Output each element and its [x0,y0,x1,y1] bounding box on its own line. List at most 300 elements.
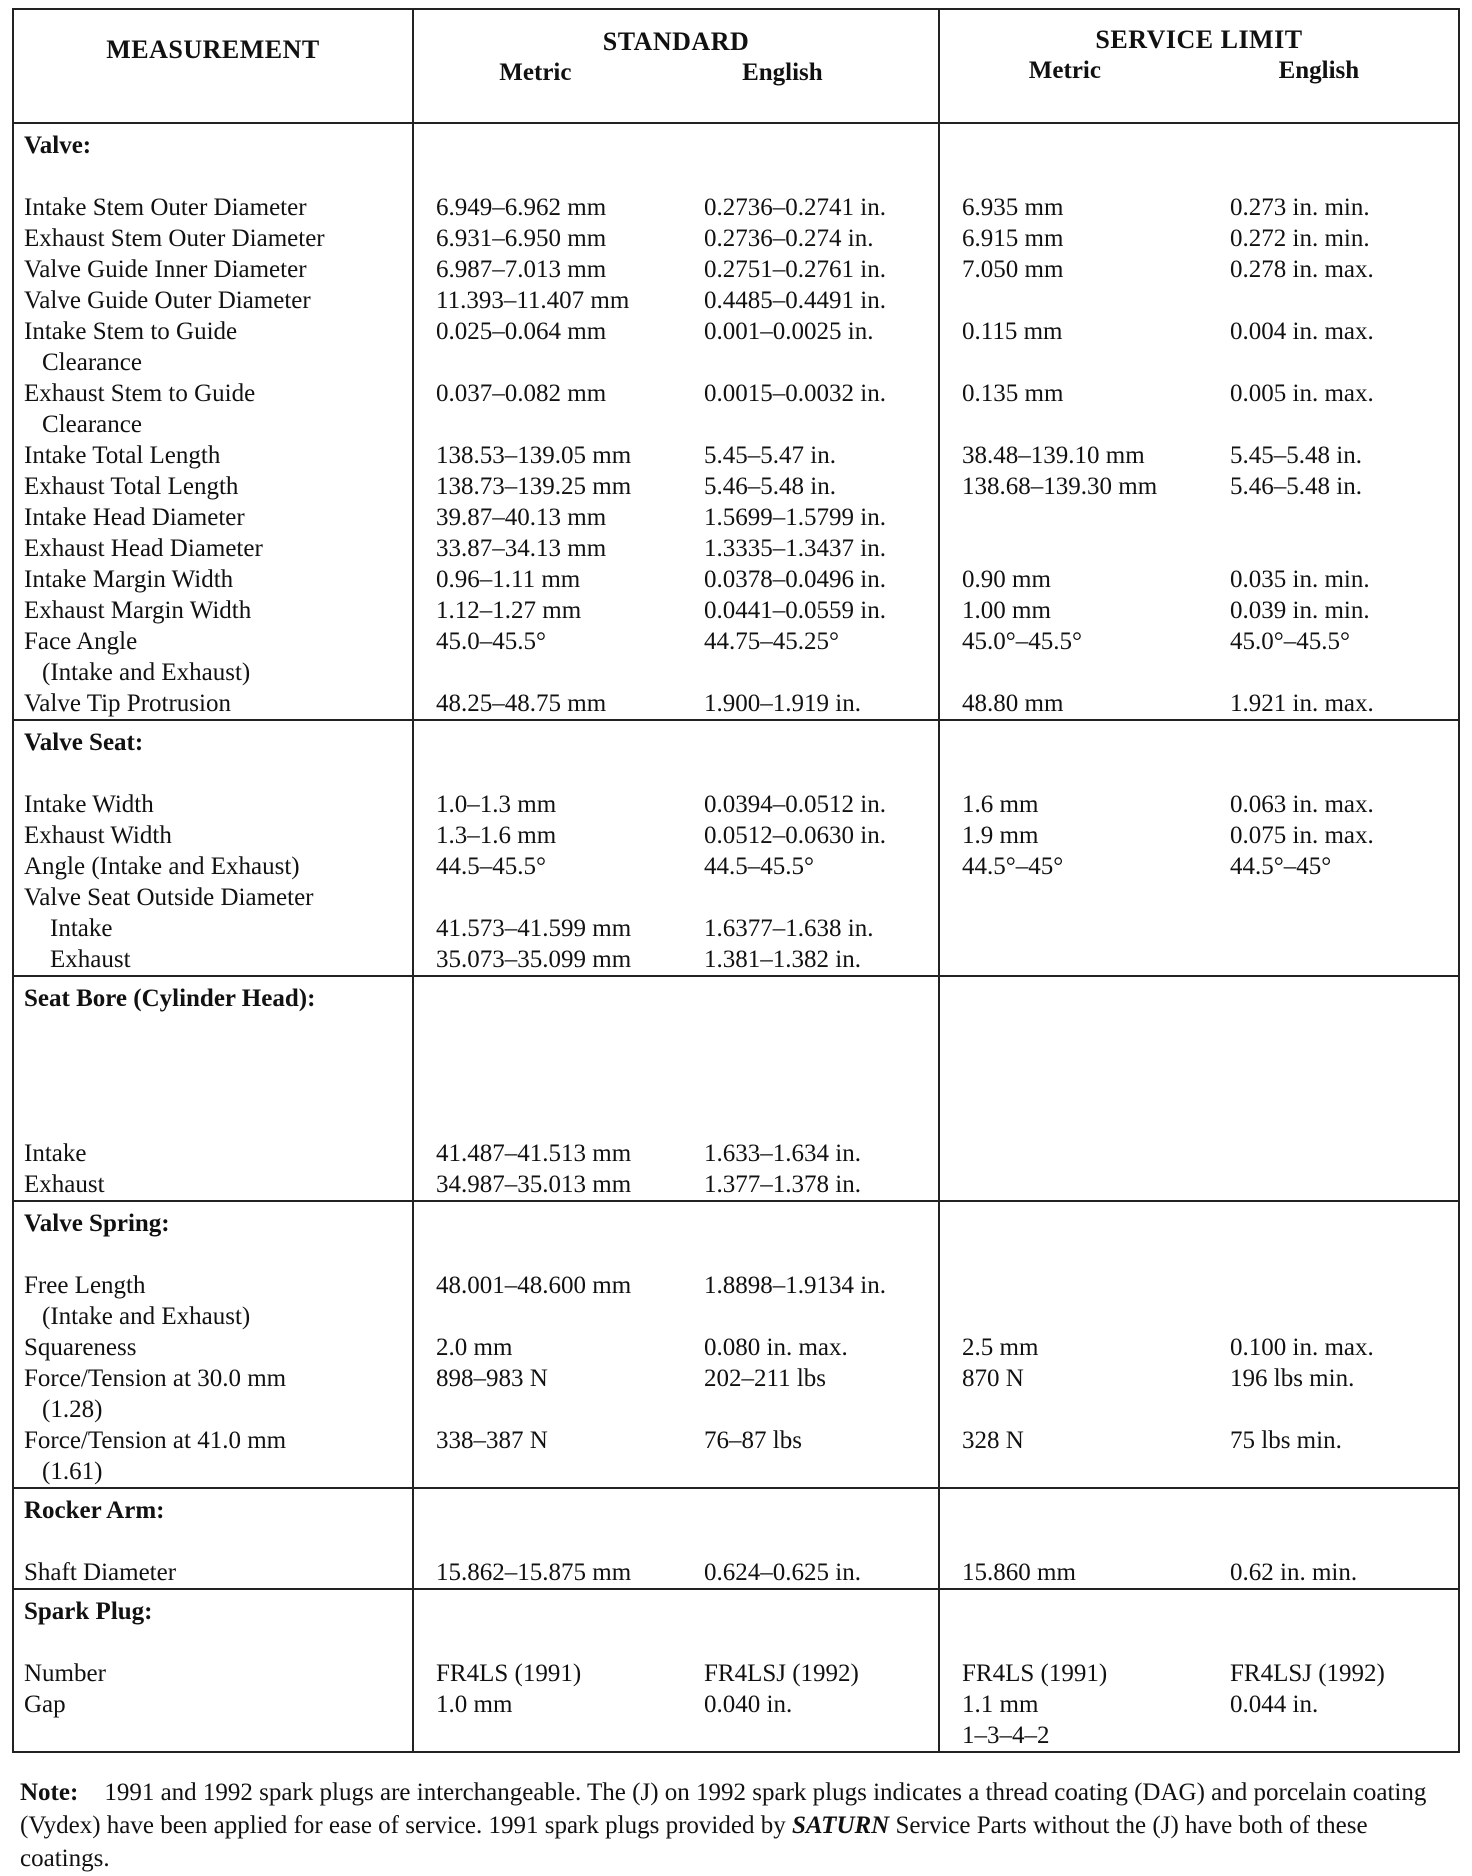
standard-value-row [414,1301,938,1332]
standard-english-value [704,1720,938,1751]
standard-metric-value [414,1720,704,1751]
standard-value-row [414,254,938,285]
service-limit-english-value [1230,944,1458,975]
measurement-label: Intake Head Diameter [24,504,245,531]
standard-value-row [414,378,938,409]
service-limit-value-row [940,882,1458,913]
service-limit-english-value: 0.278 in. max. [1230,256,1374,283]
standard-english-value: 0.0512–0.0630 in. [704,822,886,849]
standard-value-row [414,851,938,882]
service-limit-value-row [940,1332,1458,1363]
service-limit-english-value [1230,1720,1458,1751]
measurement-label: Intake [24,1140,87,1167]
measurement-label: Exhaust Margin Width [24,597,252,624]
standard-value-row [414,657,938,688]
standard-value-row [414,502,938,533]
service-limit-english-label: English [1278,57,1360,84]
standard-value-row [414,688,938,719]
service-limit-value-row [940,285,1458,316]
valve-seat-measurement-cell [13,720,413,976]
service-limit-metric-value: FR4LS (1991) [962,1660,1108,1687]
standard-metric-value: FR4LS (1991) [436,1660,582,1687]
spark-plug-standard-cell [413,1589,939,1752]
measurement-label: Face Angle [24,628,138,655]
section-gap [14,1627,412,1658]
rocker-arm-measurement-cell [13,1488,413,1589]
standard-value-row [414,789,938,820]
standard-english-label: English [742,59,823,86]
valve-seat-standard-cell [413,720,939,976]
standard-value-row [414,595,938,626]
service-limit-english-value: 0.005 in. max. [1230,380,1374,407]
service-limit-english-value: 75 lbs min. [1230,1427,1342,1454]
section-title-spacer [424,983,938,1014]
service-limit-value-row [940,471,1458,502]
valve-spring-standard-cell [413,1201,939,1488]
service-limit-value-row [940,409,1458,440]
standard-english-value: 1.377–1.378 in. [704,1171,861,1198]
service-limit-english-value: 0.272 in. min. [1230,225,1370,252]
standard-english-value: 202–211 lbs [704,1365,826,1392]
section-valve-seat [13,720,1459,976]
service-limit-metric-value [940,502,1230,533]
measurement-label: Free Length [24,1272,146,1299]
standard-value-row [414,316,938,347]
standard-metric-value: 39.87–40.13 mm [436,504,607,531]
service-limit-metric-value [940,285,1230,316]
section-title-spacer [424,1596,938,1627]
section-gap [414,161,938,192]
measurement-label: Force/Tension at 41.0 mm [24,1427,287,1454]
standard-value-row [414,192,938,223]
service-limit-metric-value: 1.6 mm [962,791,1039,818]
service-limit-value-row [940,502,1458,533]
service-limit-value-row [940,1658,1458,1689]
standard-metric-value: 1.0–1.3 mm [436,791,557,818]
service-limit-value-row [940,1394,1458,1425]
measurement-label: Intake Total Length [24,442,221,469]
standard-value-row [414,1169,938,1200]
service-limit-metric-value: 15.860 mm [962,1559,1076,1586]
service-limit-value-row [940,1689,1458,1720]
service-limit-english-value [1230,502,1458,533]
service-limit-value-row [940,944,1458,975]
standard-metric-value: 0.96–1.11 mm [436,566,581,593]
service-limit-metric-value [940,1169,1230,1200]
service-limit-value-row [940,378,1458,409]
measurement-label: Force/Tension at 30.0 mm [24,1365,287,1392]
service-limit-english-value [1230,1169,1458,1200]
measurement-label: Squareness [24,1334,137,1361]
measurement-label: Exhaust Stem Outer Diameter [24,225,325,252]
standard-metric-value: 2.0 mm [436,1334,513,1361]
service-limit-english-value: 0.063 in. max. [1230,791,1374,818]
service-limit-metric-value [940,1138,1230,1169]
valve-title: Valve: [24,132,92,159]
standard-header [413,9,939,123]
service-limit-english-value: 5.45–5.48 in. [1230,442,1362,469]
valve-seat-title: Valve Seat: [24,729,144,756]
standard-metric-value: 138.73–139.25 mm [436,473,632,500]
standard-header-label: STANDARD [602,27,750,56]
standard-metric-label: Metric [499,59,572,86]
standard-english-value: 1.633–1.634 in. [704,1140,861,1167]
standard-metric-value: 1.3–1.6 mm [436,822,557,849]
standard-metric-value: 41.573–41.599 mm [436,915,632,942]
section-gap [940,1526,1458,1557]
service-limit-metric-value: 0.90 mm [962,566,1051,593]
service-limit-value-row [940,657,1458,688]
seat-bore-standard-cell [413,976,939,1201]
standard-english-value: 0.0394–0.0512 in. [704,791,886,818]
standard-value-row [414,1394,938,1425]
measurement-label: Intake Stem Outer Diameter [24,194,307,221]
service-limit-english-value [1230,285,1458,316]
standard-metric-value: 898–983 N [436,1365,548,1392]
standard-metric-value: 34.987–35.013 mm [436,1171,632,1198]
section-gap [14,1526,412,1557]
service-limit-english-value: 44.5°–45° [1230,853,1332,880]
section-gap [940,1627,1458,1658]
service-limit-value-row [940,820,1458,851]
standard-english-value: 0.0015–0.0032 in. [704,380,886,407]
valve-seat-service-limit-cell [939,720,1459,976]
service-limit-english-value [1230,882,1458,913]
service-limit-english-value: 196 lbs min. [1230,1365,1355,1392]
service-limit-value-row [940,789,1458,820]
standard-english-value: 0.0378–0.0496 in. [704,566,886,593]
section-gap [940,161,1458,192]
note-text-2: Service Parts without the (J) have both of these coatings. [20,1812,1368,1872]
service-limit-english-value: 5.46–5.48 in. [1230,473,1362,500]
section-valve-spring [13,1201,1459,1488]
spark-plug-title: Spark Plug: [24,1598,153,1625]
service-limit-value-row [940,1363,1458,1394]
service-limit-metric-value: 0.115 mm [962,318,1063,345]
service-limit-english-value: 0.035 in. min. [1230,566,1370,593]
seat-bore-measurement-cell [13,976,413,1201]
standard-metric-value: 0.025–0.064 mm [436,318,607,345]
service-limit-value-row [940,1557,1458,1588]
section-title-spacer [950,1495,1458,1526]
standard-value-row [414,471,938,502]
specifications-table [12,8,1460,1753]
standard-value-row [414,944,938,975]
standard-metric-value: 0.037–0.082 mm [436,380,607,407]
table-header-row [13,9,1459,123]
section-spark-plug [13,1589,1459,1752]
seat-bore-title: Seat Bore (Cylinder Head): [24,985,316,1012]
standard-english-value: 0.001–0.0025 in. [704,318,874,345]
measurement-label: Valve Tip Protrusion [24,690,231,717]
section-title-spacer [950,727,1458,758]
valve-spring-service-limit-cell [939,1201,1459,1488]
service-limit-value-row [940,626,1458,657]
service-limit-metric-value: 48.80 mm [962,690,1064,717]
measurement-label: (Intake and Exhaust) [42,1303,251,1330]
standard-value-row [414,1363,938,1394]
standard-value-row [414,1332,938,1363]
valve-standard-cell [413,123,939,720]
standard-value-row [414,564,938,595]
standard-metric-value: 11.393–11.407 mm [436,287,630,314]
standard-value-row [414,533,938,564]
service-limit-metric-value: 1.1 mm [962,1691,1039,1718]
standard-metric-value: 48.25–48.75 mm [436,690,607,717]
standard-english-value: 1.6377–1.638 in. [704,915,874,942]
measurement-label: Valve Guide Inner Diameter [24,256,307,283]
section-gap [940,1014,1458,1138]
service-limit-english-value: 1.921 in. max. [1230,690,1374,717]
section-title-spacer [424,1208,938,1239]
standard-metric-value: 6.987–7.013 mm [436,256,607,283]
measurement-label: Exhaust Head Diameter [24,535,263,562]
service-limit-metric-value: 2.5 mm [962,1334,1039,1361]
note-text-1: 1991 and 1992 spark plugs are interchangeable. The (J) on 1992 spark plugs indicates a thread coating (DAG) and porcelain coating (Vydex) have been applied for ease of service. 1991 spark plugs provided by [20,1779,1427,1839]
standard-value-row [414,1557,938,1588]
section-title-spacer [950,130,1458,161]
standard-english-value: 1.900–1.919 in. [704,690,861,717]
standard-english-value: 1.3335–1.3437 in. [704,535,886,562]
measurement-label: (1.61) [42,1458,103,1485]
standard-metric-value: 44.5–45.5° [436,853,546,880]
service-limit-metric-value: 328 N [962,1427,1024,1454]
standard-metric-value: 1.0 mm [436,1691,513,1718]
standard-value-row [414,440,938,471]
measurement-label: Valve Seat Outside Diameter [24,884,314,911]
section-gap [414,1014,938,1138]
standard-metric-value: 6.931–6.950 mm [436,225,607,252]
measurement-label: Angle (Intake and Exhaust) [24,853,300,880]
standard-value-row [414,1658,938,1689]
service-limit-header [939,9,1459,123]
measurement-label: Shaft Diameter [24,1559,177,1586]
measurement-header [13,9,413,123]
standard-english-value: 1.5699–1.5799 in. [704,504,886,531]
section-title-spacer [950,1596,1458,1627]
standard-english-value: 1.8898–1.9134 in. [704,1272,886,1299]
standard-value-row [414,285,938,316]
standard-english-value: 1.381–1.382 in. [704,946,861,973]
section-title-spacer [950,1208,1458,1239]
measurement-label [14,1720,412,1751]
standard-metric-value: 338–387 N [436,1427,548,1454]
service-limit-metric-value [940,1270,1230,1301]
measurement-label: Exhaust Width [24,822,172,849]
measurement-label: Valve Guide Outer Diameter [24,287,311,314]
standard-value-row [414,347,938,378]
section-gap [14,758,412,789]
standard-english-value: 44.75–45.25° [704,628,839,655]
measurement-label: Exhaust [24,1171,105,1198]
service-limit-value-row [940,440,1458,471]
standard-value-row [414,1720,938,1751]
service-limit-value-row [940,1270,1458,1301]
service-limit-value-row [940,913,1458,944]
measurement-label: Exhaust Total Length [24,473,239,500]
service-limit-value-row [940,223,1458,254]
note-label: Note: [20,1779,79,1806]
standard-english-value: 5.46–5.48 in. [704,473,836,500]
seat-bore-service-limit-cell [939,976,1459,1201]
service-limit-metric-value: 1–3–4–2 [962,1722,1050,1749]
service-limit-english-value [1230,1270,1458,1301]
service-limit-english-value: 0.044 in. [1230,1691,1319,1718]
service-limit-metric-value: 7.050 mm [962,256,1064,283]
standard-english-value: 0.0441–0.0559 in. [704,597,886,624]
service-limit-metric-value [940,882,1230,913]
valve-service-limit-cell [939,123,1459,720]
service-limit-english-value [1230,1138,1458,1169]
service-limit-value-row [940,595,1458,626]
service-limit-english-value: 0.273 in. min. [1230,194,1370,221]
standard-value-row [414,913,938,944]
standard-metric-value: 138.53–139.05 mm [436,442,632,469]
standard-english-value: FR4LSJ (1992) [704,1660,859,1687]
standard-english-value: 0.624–0.625 in. [704,1559,861,1586]
service-limit-metric-value: 6.935 mm [962,194,1064,221]
section-gap [940,1239,1458,1270]
service-limit-metric-value: 6.915 mm [962,225,1064,252]
footnote [20,1776,1450,1875]
service-limit-value-row [940,316,1458,347]
measurement-label: Exhaust [50,946,131,973]
standard-value-row [414,882,938,913]
standard-english-value: 0.2736–0.2741 in. [704,194,886,221]
valve-measurement-cell [13,123,413,720]
service-limit-metric-value [940,533,1230,564]
measurement-label: Number [24,1660,106,1687]
section-seat-bore [13,976,1459,1201]
standard-metric-value: 45.0–45.5° [436,628,546,655]
spark-plug-service-limit-cell [939,1589,1459,1752]
measurement-label: (Intake and Exhaust) [42,659,251,686]
service-limit-value-row [940,192,1458,223]
standard-value-row [414,1456,938,1487]
service-limit-english-value: 45.0°–45.5° [1230,628,1350,655]
standard-english-value: 0.040 in. [704,1691,793,1718]
service-limit-value-row [940,1301,1458,1332]
section-title-spacer [424,1495,938,1526]
section-gap [414,1239,938,1270]
standard-value-row [414,1425,938,1456]
standard-value-row [414,820,938,851]
service-limit-metric-value: 1.9 mm [962,822,1039,849]
measurement-label: Intake [50,915,113,942]
standard-metric-value: 41.487–41.513 mm [436,1140,632,1167]
note-brand: SATURN [791,1812,890,1839]
service-limit-english-value: 0.004 in. max. [1230,318,1374,345]
section-valve [13,123,1459,720]
standard-metric-value: 1.12–1.27 mm [436,597,582,624]
service-limit-value-row [940,688,1458,719]
valve-spring-title: Valve Spring: [24,1210,170,1237]
standard-value-row [414,1270,938,1301]
service-limit-metric-value: 45.0°–45.5° [962,628,1082,655]
service-limit-english-value: 0.039 in. min. [1230,597,1370,624]
service-limit-subheader [940,55,1458,86]
spark-plug-measurement-cell [13,1589,413,1752]
standard-english-value: 0.2736–0.274 in. [704,225,874,252]
standard-english-value: 0.4485–0.4491 in. [704,287,886,314]
standard-value-row [414,409,938,440]
service-limit-metric-value: 44.5°–45° [962,853,1064,880]
standard-value-row [414,1689,938,1720]
section-gap [14,1239,412,1270]
standard-english-value: 76–87 lbs [704,1427,802,1454]
service-limit-header-label: SERVICE LIMIT [1095,25,1303,54]
section-gap [14,1014,412,1138]
standard-metric-value [414,882,704,913]
measurement-label: Intake Width [24,791,154,818]
rocker-arm-service-limit-cell [939,1488,1459,1589]
rocker-arm-standard-cell [413,1488,939,1589]
measurement-label: (1.28) [42,1396,103,1423]
section-gap [414,1526,938,1557]
measurement-label: Clearance [42,349,142,376]
service-limit-english-value: FR4LSJ (1992) [1230,1660,1385,1687]
standard-metric-value: 33.87–34.13 mm [436,535,607,562]
service-limit-english-value [1230,913,1458,944]
service-limit-english-value: 0.100 in. max. [1230,1334,1374,1361]
rocker-arm-title: Rocker Arm: [24,1497,165,1524]
service-limit-metric-value: 870 N [962,1365,1024,1392]
section-title-spacer [424,727,938,758]
service-limit-metric-value: 0.135 mm [962,380,1064,407]
service-limit-metric-label: Metric [1028,57,1101,84]
standard-metric-value: 15.862–15.875 mm [436,1559,632,1586]
measurement-label: Gap [24,1691,66,1718]
standard-value-row [414,626,938,657]
section-title-spacer [950,983,1458,1014]
service-limit-english-value: 0.075 in. max. [1230,822,1374,849]
standard-english-value: 0.080 in. max. [704,1334,848,1361]
standard-english-value [704,882,938,913]
service-limit-metric-value: 1.00 mm [962,597,1051,624]
section-title-spacer [424,130,938,161]
standard-metric-value: 35.073–35.099 mm [436,946,632,973]
service-limit-value-row [940,851,1458,882]
service-limit-english-value: 0.62 in. min. [1230,1559,1358,1586]
standard-english-value: 5.45–5.47 in. [704,442,836,469]
service-limit-value-row [940,564,1458,595]
measurement-label: Clearance [42,411,142,438]
service-limit-value-row [940,533,1458,564]
service-limit-value-row [940,1720,1458,1751]
valve-spring-measurement-cell [13,1201,413,1488]
service-limit-metric-value [940,944,1230,975]
measurement-label: Intake Margin Width [24,566,234,593]
service-limit-metric-value: 138.68–139.30 mm [962,473,1158,500]
service-limit-value-row [940,347,1458,378]
standard-value-row [414,223,938,254]
service-limit-metric-value: 38.48–139.10 mm [962,442,1145,469]
measurement-label: Exhaust Stem to Guide [24,380,256,407]
measurement-label: Intake Stem to Guide [24,318,238,345]
section-gap [940,758,1458,789]
section-gap [414,758,938,789]
standard-english-value: 0.2751–0.2761 in. [704,256,886,283]
service-limit-value-row [940,1456,1458,1487]
measurement-header-label: MEASUREMENT [106,35,320,64]
service-limit-value-row [940,254,1458,285]
section-gap [14,161,412,192]
section-gap [414,1627,938,1658]
standard-value-row [414,1138,938,1169]
standard-english-value: 44.5–45.5° [704,853,814,880]
standard-metric-value: 6.949–6.962 mm [436,194,607,221]
service-limit-value-row [940,1425,1458,1456]
